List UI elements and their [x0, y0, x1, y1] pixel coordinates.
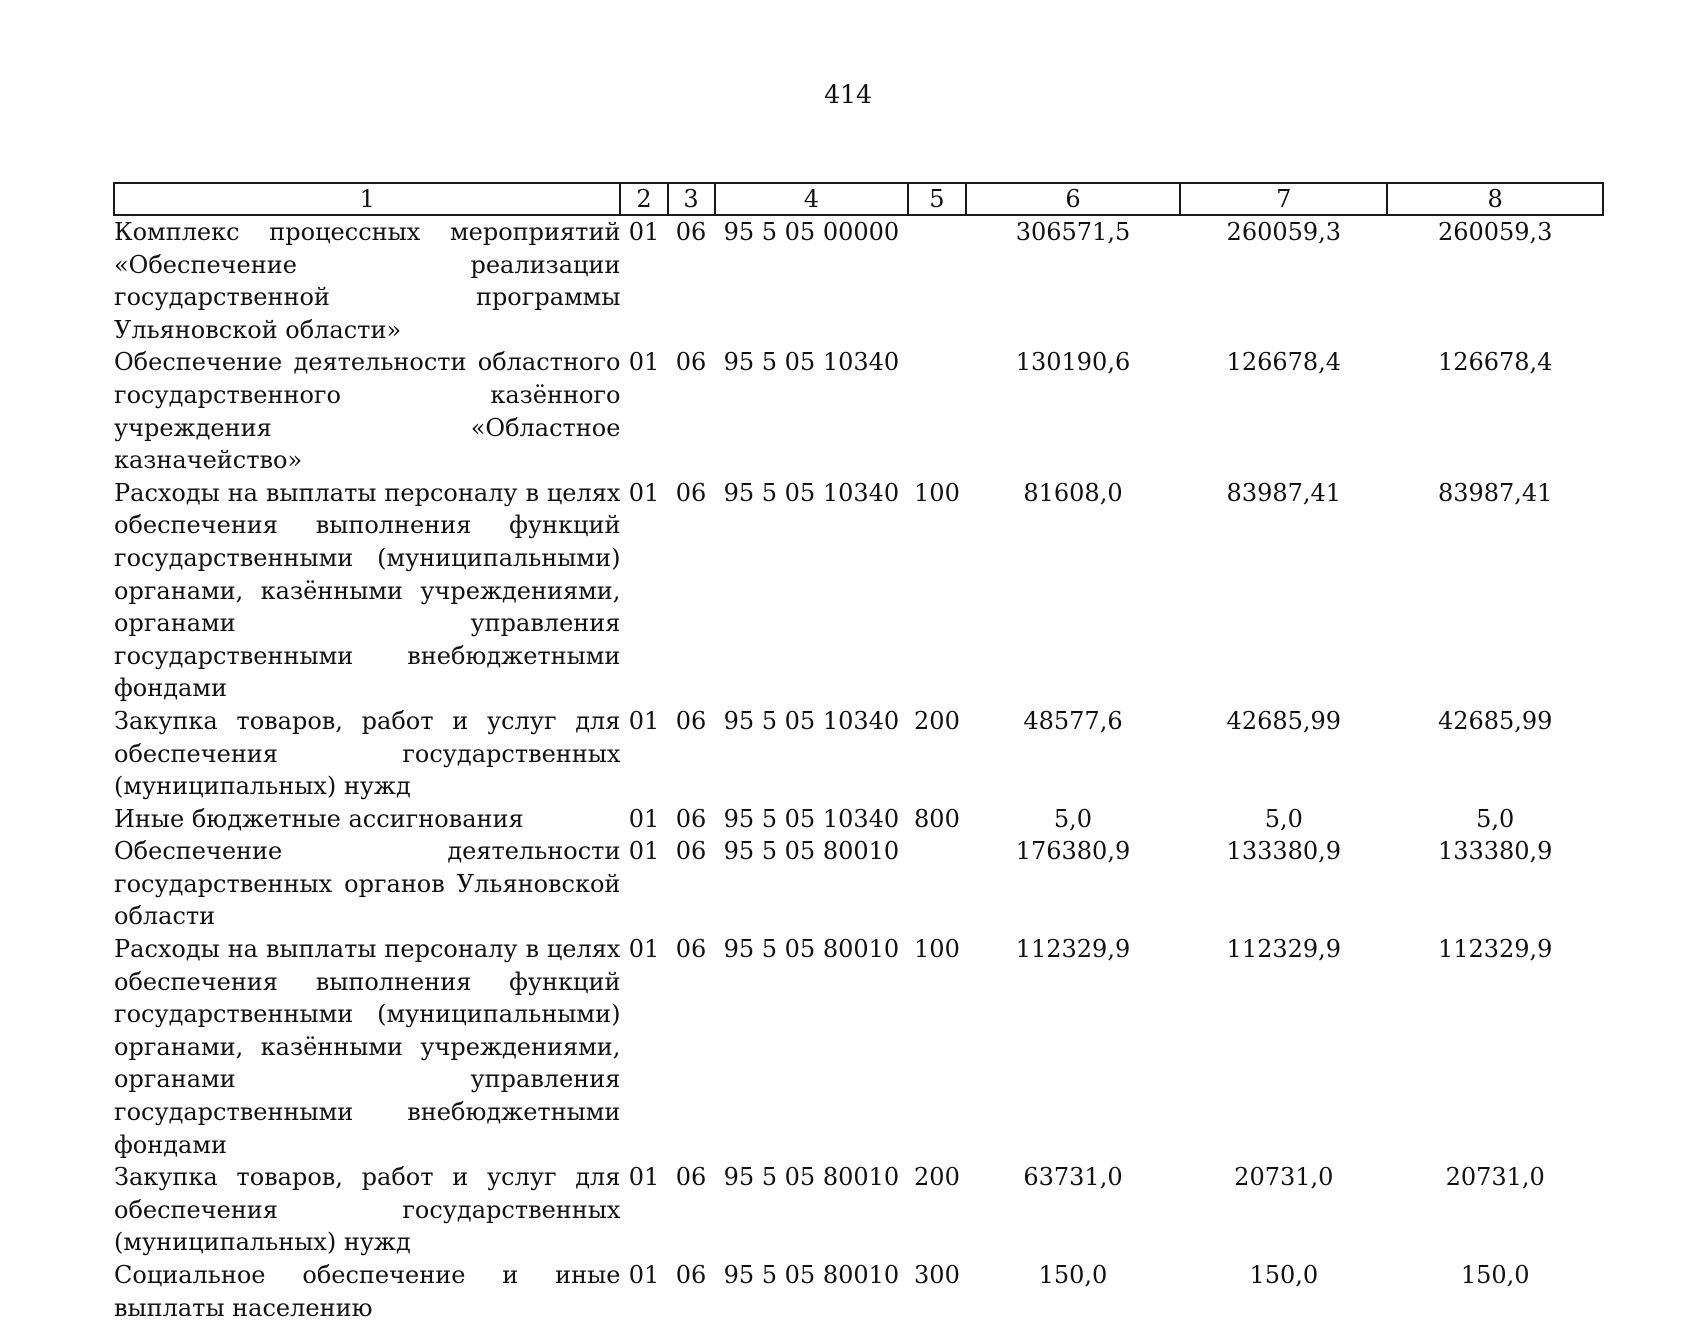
row-amount-1: 150,0 — [1038, 1261, 1108, 1289]
table-row — [114, 477, 1603, 705]
column-header: 8 — [1387, 183, 1603, 215]
page-number: 414 — [824, 80, 872, 109]
row-expense-type: 800 — [914, 804, 960, 833]
row-section: 01 — [628, 1163, 660, 1192]
column-header: 5 — [908, 183, 966, 215]
table-row — [114, 835, 1603, 933]
row-target-article: 95 5 05 80010 — [723, 837, 900, 866]
row-target-article: 95 5 05 10340 — [723, 804, 900, 833]
row-expense-type: 100 — [914, 935, 960, 964]
table-row — [114, 933, 1603, 1161]
row-subsection: 06 — [675, 348, 707, 377]
row-amount-2: 133380,9 — [1226, 837, 1342, 866]
row-amount-3: 42685,99 — [1437, 706, 1553, 735]
row-expense-type: 300 — [914, 1261, 960, 1289]
row-amount-3: 112329,9 — [1437, 935, 1553, 964]
row-amount-1: 176380,9 — [1015, 837, 1131, 866]
row-amount-1: 63731,0 — [1023, 1163, 1123, 1192]
row-name: Закупка товаров, работ и услуг для обеспечения государственных (муниципальных) нужд — [114, 1163, 621, 1257]
column-header: 7 — [1180, 183, 1387, 215]
row-amount-1: 48577,6 — [1023, 706, 1123, 735]
row-section: 01 — [628, 1261, 660, 1289]
row-name: Расходы на выплаты персоналу в целях обеспечения выполнения функций государственными (муниципальными) органами, казёнными учреждениями, органами управления государственными внебюджетными фондами — [114, 935, 621, 1159]
row-amount-1: 306571,5 — [1015, 218, 1131, 246]
row-target-article: 95 5 05 10340 — [723, 348, 900, 377]
row-amount-3: 150,0 — [1460, 1261, 1530, 1289]
row-amount-1: 81608,0 — [1023, 478, 1123, 507]
row-subsection: 06 — [675, 1261, 707, 1289]
row-target-article: 95 5 05 00000 — [723, 218, 900, 246]
row-amount-2: 83987,41 — [1226, 478, 1342, 507]
row-target-article: 95 5 05 10340 — [723, 706, 900, 735]
row-subsection: 06 — [675, 1163, 707, 1192]
row-expense-type: 200 — [914, 706, 960, 735]
row-amount-2: 260059,3 — [1226, 218, 1342, 246]
row-amount-1: 130190,6 — [1015, 348, 1131, 377]
row-section: 01 — [628, 706, 660, 735]
row-subsection: 06 — [675, 706, 707, 735]
row-expense-type: 200 — [914, 1163, 960, 1192]
row-target-article: 95 5 05 80010 — [723, 1163, 900, 1192]
row-amount-2: 112329,9 — [1226, 935, 1342, 964]
row-subsection: 06 — [675, 837, 707, 866]
row-name: Иные бюджетные ассигнования — [114, 804, 524, 833]
row-name: Комплекс процессных мероприятий «Обеспечение реализации государственной программы Ульяновской области» — [114, 218, 621, 344]
row-subsection: 06 — [675, 218, 707, 246]
row-amount-3: 83987,41 — [1437, 478, 1553, 507]
row-expense-type — [908, 835, 966, 933]
column-header: 1 — [114, 183, 620, 215]
row-subsection: 06 — [675, 478, 707, 507]
row-expense-type — [908, 215, 966, 346]
table-row — [114, 1259, 1603, 1324]
row-section: 01 — [628, 804, 660, 833]
row-amount-3: 260059,3 — [1437, 218, 1553, 246]
table-header-row — [114, 183, 1603, 215]
row-name: Закупка товаров, работ и услуг для обеспечения государственных (муниципальных) нужд — [114, 706, 621, 801]
row-amount-1: 5,0 — [1053, 804, 1093, 833]
row-amount-2: 126678,4 — [1226, 348, 1342, 377]
row-amount-1: 112329,9 — [1015, 935, 1131, 964]
column-header: 3 — [668, 183, 715, 215]
row-section: 01 — [628, 218, 660, 246]
row-section: 01 — [628, 837, 660, 866]
column-header: 2 — [620, 183, 667, 215]
row-name: Обеспечение деятельности государственных органов Ульяновской области — [114, 837, 621, 931]
row-amount-2: 20731,0 — [1234, 1163, 1334, 1192]
row-name: Социальное обеспечение и иные выплаты населению — [114, 1261, 621, 1322]
row-expense-type — [908, 346, 966, 476]
table-row — [114, 803, 1603, 836]
row-amount-2: 42685,99 — [1226, 706, 1342, 735]
table-row — [114, 346, 1603, 476]
row-section: 01 — [628, 348, 660, 377]
row-subsection: 06 — [675, 935, 707, 964]
column-header: 4 — [715, 183, 909, 215]
row-amount-3: 133380,9 — [1437, 837, 1553, 866]
table-row — [114, 705, 1603, 803]
row-target-article: 95 5 05 10340 — [723, 478, 900, 507]
row-target-article: 95 5 05 80010 — [723, 1261, 900, 1289]
row-amount-2: 150,0 — [1249, 1261, 1319, 1289]
row-section: 01 — [628, 478, 660, 507]
row-amount-3: 5,0 — [1476, 804, 1515, 833]
budget-table — [113, 182, 1604, 1324]
table-row — [114, 215, 1603, 346]
row-amount-3: 126678,4 — [1437, 348, 1553, 377]
row-name: Расходы на выплаты персоналу в целях обеспечения выполнения функций государственными (муниципальными) органами, казёнными учреждениями, органами управления государственными внебюджетными фондами — [114, 478, 621, 703]
table-row — [114, 1161, 1603, 1259]
column-header: 6 — [966, 183, 1181, 215]
row-expense-type: 100 — [914, 478, 960, 507]
row-subsection: 06 — [675, 804, 707, 833]
row-name: Обеспечение деятельности областного государственного казённого учреждения «Областное казначейство» — [114, 348, 621, 475]
row-target-article: 95 5 05 80010 — [723, 935, 900, 964]
row-amount-3: 20731,0 — [1445, 1163, 1545, 1192]
row-section: 01 — [628, 935, 660, 964]
row-amount-2: 5,0 — [1264, 804, 1303, 833]
